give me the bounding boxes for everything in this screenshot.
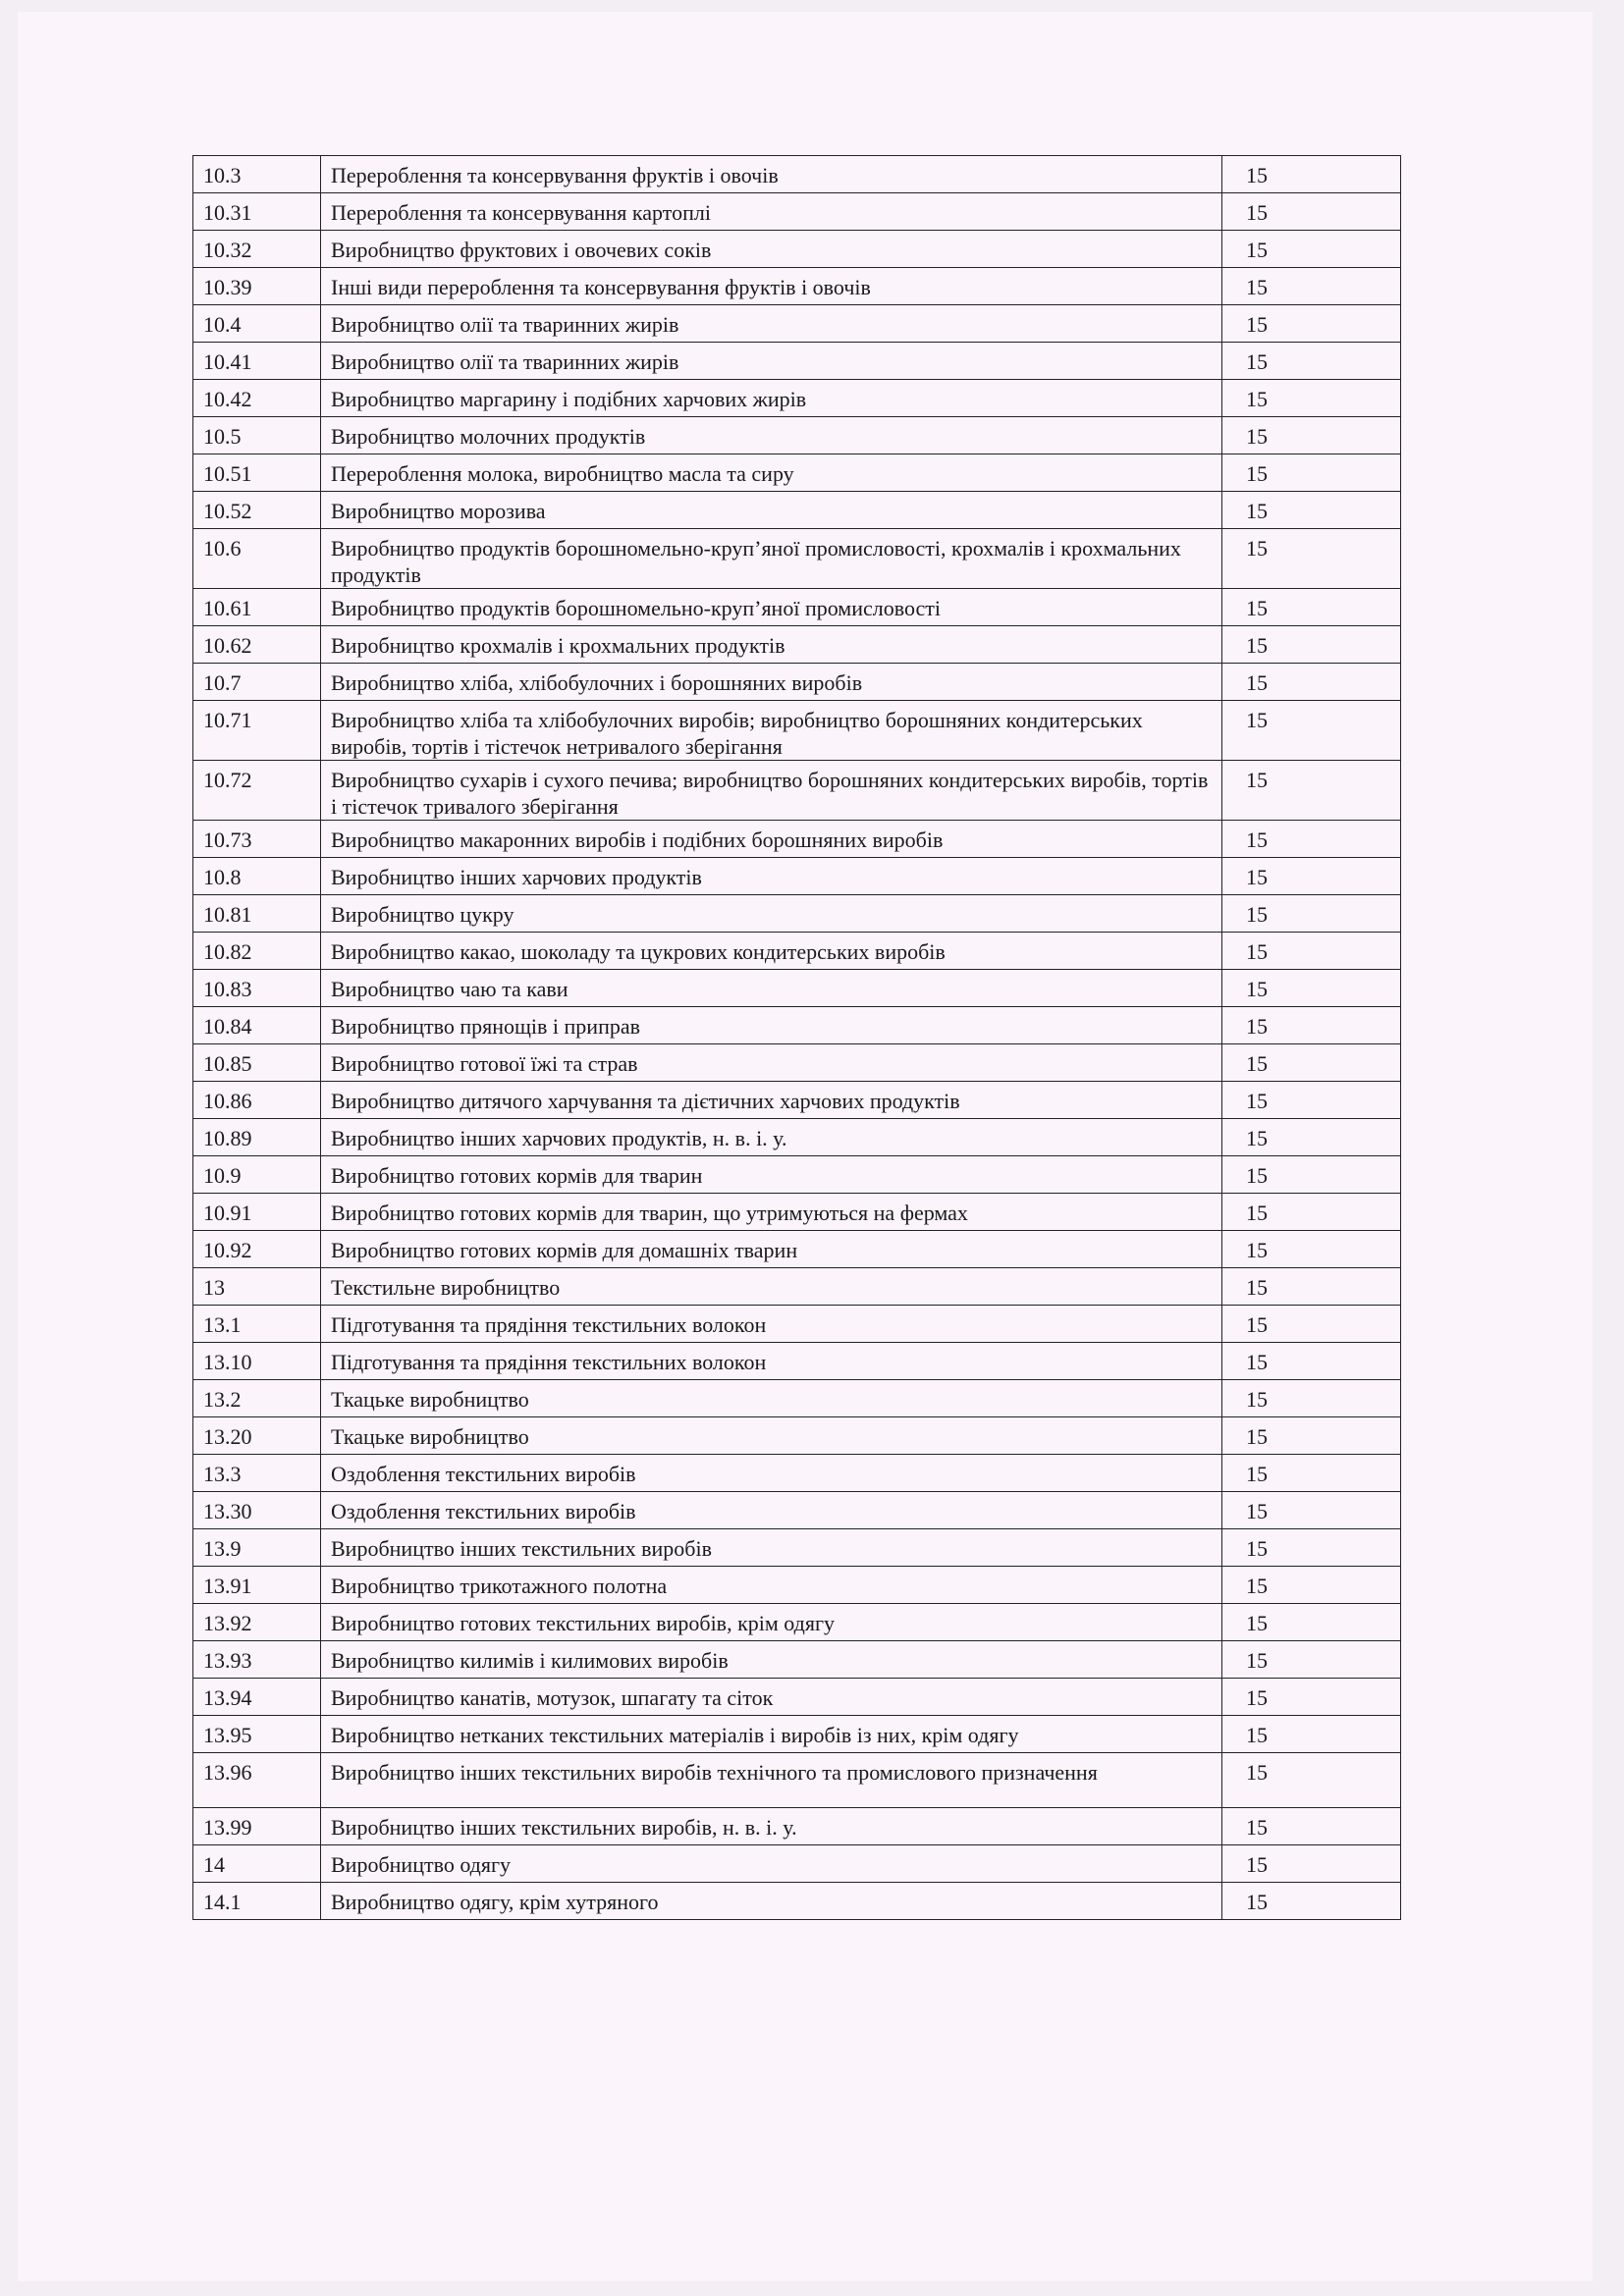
table-row xyxy=(193,1268,1401,1306)
code-cell: 10.91 xyxy=(193,1194,321,1231)
table-row xyxy=(193,821,1401,858)
code-cell: 14.1 xyxy=(193,1883,321,1920)
code-cell: 10.61 xyxy=(193,589,321,626)
table-row xyxy=(193,454,1401,492)
table-row xyxy=(193,492,1401,529)
value-cell: 15 xyxy=(1222,1753,1401,1808)
name-cell: Виробництво морозива xyxy=(321,492,1222,529)
value-cell: 15 xyxy=(1222,1343,1401,1380)
table-row xyxy=(193,1808,1401,1845)
name-cell: Виробництво інших харчових продуктів, н. в. і. у. xyxy=(321,1119,1222,1156)
table-body xyxy=(193,156,1401,1920)
value-cell: 15 xyxy=(1222,156,1401,193)
table-row xyxy=(193,1641,1401,1679)
value-cell: 15 xyxy=(1222,1455,1401,1492)
name-cell: Виробництво продуктів борошномельно-круп’яної промисловості xyxy=(321,589,1222,626)
table-row xyxy=(193,970,1401,1007)
code-cell: 10.32 xyxy=(193,231,321,268)
value-cell: 15 xyxy=(1222,821,1401,858)
value-cell: 15 xyxy=(1222,193,1401,231)
value-cell: 15 xyxy=(1222,1492,1401,1529)
table-row xyxy=(193,1194,1401,1231)
code-cell: 10.83 xyxy=(193,970,321,1007)
code-cell: 10.81 xyxy=(193,895,321,933)
code-cell: 13.3 xyxy=(193,1455,321,1492)
value-cell: 15 xyxy=(1222,1044,1401,1082)
code-cell: 10.52 xyxy=(193,492,321,529)
value-cell: 15 xyxy=(1222,1156,1401,1194)
table-row xyxy=(193,1417,1401,1455)
value-cell: 15 xyxy=(1222,1194,1401,1231)
table-row xyxy=(193,529,1401,589)
code-cell: 10.5 xyxy=(193,417,321,454)
code-cell: 13.20 xyxy=(193,1417,321,1455)
value-cell: 15 xyxy=(1222,895,1401,933)
table-row xyxy=(193,1567,1401,1604)
table-row xyxy=(193,156,1401,193)
code-cell: 10.6 xyxy=(193,529,321,589)
code-cell: 10.89 xyxy=(193,1119,321,1156)
code-cell: 13.93 xyxy=(193,1641,321,1679)
value-cell: 15 xyxy=(1222,589,1401,626)
name-cell: Виробництво готових кормів для домашніх тварин xyxy=(321,1231,1222,1268)
table-row xyxy=(193,1044,1401,1082)
value-cell: 15 xyxy=(1222,231,1401,268)
table-row xyxy=(193,858,1401,895)
code-cell: 10.31 xyxy=(193,193,321,231)
table-row xyxy=(193,1343,1401,1380)
table-row xyxy=(193,761,1401,821)
code-cell: 13.10 xyxy=(193,1343,321,1380)
code-cell: 10.9 xyxy=(193,1156,321,1194)
value-cell: 15 xyxy=(1222,1306,1401,1343)
name-cell: Виробництво хліба та хлібобулочних виробів; виробництво борошняних кондитерських виробів, тортів і тістечок нетривалого зберігання xyxy=(321,701,1222,761)
table-row xyxy=(193,1156,1401,1194)
value-cell: 15 xyxy=(1222,1007,1401,1044)
table-row xyxy=(193,1119,1401,1156)
value-cell: 15 xyxy=(1222,1567,1401,1604)
name-cell: Виробництво прянощів і приправ xyxy=(321,1007,1222,1044)
value-cell: 15 xyxy=(1222,1082,1401,1119)
value-cell: 15 xyxy=(1222,761,1401,821)
code-cell: 10.41 xyxy=(193,343,321,380)
table-row xyxy=(193,701,1401,761)
code-cell: 10.8 xyxy=(193,858,321,895)
name-cell: Виробництво інших харчових продуктів xyxy=(321,858,1222,895)
name-cell: Виробництво маргарину і подібних харчових жирів xyxy=(321,380,1222,417)
table-row xyxy=(193,1306,1401,1343)
value-cell: 15 xyxy=(1222,701,1401,761)
table-row xyxy=(193,1716,1401,1753)
value-cell: 15 xyxy=(1222,1529,1401,1567)
name-cell: Виробництво інших текстильних виробів технічного та промислового призначення xyxy=(321,1753,1222,1808)
name-cell: Виробництво какао, шоколаду та цукрових кондитерських виробів xyxy=(321,933,1222,970)
name-cell: Виробництво інших текстильних виробів, н. в. і. у. xyxy=(321,1808,1222,1845)
value-cell: 15 xyxy=(1222,664,1401,701)
code-cell: 10.86 xyxy=(193,1082,321,1119)
table-row xyxy=(193,1845,1401,1883)
code-cell: 10.85 xyxy=(193,1044,321,1082)
code-cell: 10.3 xyxy=(193,156,321,193)
name-cell: Перероблення молока, виробництво масла та сиру xyxy=(321,454,1222,492)
code-cell: 10.51 xyxy=(193,454,321,492)
table-row xyxy=(193,1007,1401,1044)
code-cell: 10.71 xyxy=(193,701,321,761)
table-row xyxy=(193,1380,1401,1417)
name-cell: Виробництво дитячого харчування та дієтичних харчових продуктів xyxy=(321,1082,1222,1119)
code-cell: 10.84 xyxy=(193,1007,321,1044)
code-cell: 13 xyxy=(193,1268,321,1306)
name-cell: Підготування та прядіння текстильних волокон xyxy=(321,1343,1222,1380)
name-cell: Виробництво килимів і килимових виробів xyxy=(321,1641,1222,1679)
name-cell: Виробництво продуктів борошномельно-круп’яної промисловості, крохмалів і крохмальних продуктів xyxy=(321,529,1222,589)
value-cell: 15 xyxy=(1222,268,1401,305)
name-cell: Оздоблення текстильних виробів xyxy=(321,1455,1222,1492)
code-cell: 13.91 xyxy=(193,1567,321,1604)
table-row xyxy=(193,895,1401,933)
value-cell: 15 xyxy=(1222,1679,1401,1716)
table-row xyxy=(193,664,1401,701)
table-row xyxy=(193,1455,1401,1492)
table-row xyxy=(193,933,1401,970)
table-row xyxy=(193,1529,1401,1567)
code-cell: 13.99 xyxy=(193,1808,321,1845)
table-row xyxy=(193,305,1401,343)
code-cell: 10.39 xyxy=(193,268,321,305)
value-cell: 15 xyxy=(1222,1808,1401,1845)
table-row xyxy=(193,1753,1401,1808)
value-cell: 15 xyxy=(1222,1883,1401,1920)
value-cell: 15 xyxy=(1222,1417,1401,1455)
name-cell: Виробництво макаронних виробів і подібних борошняних виробів xyxy=(321,821,1222,858)
activity-codes-table xyxy=(192,155,1401,1920)
value-cell: 15 xyxy=(1222,417,1401,454)
code-cell: 10.62 xyxy=(193,626,321,664)
name-cell: Виробництво готових кормів для тварин, що утримуються на фермах xyxy=(321,1194,1222,1231)
name-cell: Інші види перероблення та консервування фруктів і овочів xyxy=(321,268,1222,305)
name-cell: Виробництво трикотажного полотна xyxy=(321,1567,1222,1604)
table-row xyxy=(193,1082,1401,1119)
name-cell: Ткацьке виробництво xyxy=(321,1417,1222,1455)
code-cell: 10.7 xyxy=(193,664,321,701)
name-cell: Виробництво цукру xyxy=(321,895,1222,933)
value-cell: 15 xyxy=(1222,343,1401,380)
name-cell: Виробництво канатів, мотузок, шпагату та сіток xyxy=(321,1679,1222,1716)
code-cell: 13.2 xyxy=(193,1380,321,1417)
value-cell: 15 xyxy=(1222,380,1401,417)
value-cell: 15 xyxy=(1222,1380,1401,1417)
table-row xyxy=(193,626,1401,664)
table-row xyxy=(193,231,1401,268)
code-cell: 10.42 xyxy=(193,380,321,417)
name-cell: Виробництво готової їжі та страв xyxy=(321,1044,1222,1082)
name-cell: Виробництво готових текстильних виробів, крім одягу xyxy=(321,1604,1222,1641)
name-cell: Виробництво одягу, крім хутряного xyxy=(321,1883,1222,1920)
name-cell: Ткацьке виробництво xyxy=(321,1380,1222,1417)
table-row xyxy=(193,1492,1401,1529)
value-cell: 15 xyxy=(1222,1845,1401,1883)
name-cell: Виробництво сухарів і сухого печива; виробництво борошняних кондитерських виробів, тортів і тістечок тривалого зберігання xyxy=(321,761,1222,821)
table-row xyxy=(193,1883,1401,1920)
name-cell: Виробництво крохмалів і крохмальних продуктів xyxy=(321,626,1222,664)
table-row xyxy=(193,1679,1401,1716)
name-cell: Оздоблення текстильних виробів xyxy=(321,1492,1222,1529)
code-cell: 13.30 xyxy=(193,1492,321,1529)
name-cell: Виробництво фруктових і овочевих соків xyxy=(321,231,1222,268)
table-row xyxy=(193,268,1401,305)
table-row xyxy=(193,380,1401,417)
value-cell: 15 xyxy=(1222,529,1401,589)
name-cell: Виробництво готових кормів для тварин xyxy=(321,1156,1222,1194)
value-cell: 15 xyxy=(1222,1604,1401,1641)
table-row xyxy=(193,1231,1401,1268)
value-cell: 15 xyxy=(1222,454,1401,492)
name-cell: Виробництво молочних продуктів xyxy=(321,417,1222,454)
name-cell: Виробництво одягу xyxy=(321,1845,1222,1883)
name-cell: Виробництво нетканих текстильних матеріалів і виробів із них, крім одягу xyxy=(321,1716,1222,1753)
value-cell: 15 xyxy=(1222,1641,1401,1679)
code-cell: 10.82 xyxy=(193,933,321,970)
name-cell: Підготування та прядіння текстильних волокон xyxy=(321,1306,1222,1343)
table-row xyxy=(193,343,1401,380)
value-cell: 15 xyxy=(1222,1716,1401,1753)
name-cell: Виробництво інших текстильних виробів xyxy=(321,1529,1222,1567)
activity-codes-table-wrapper xyxy=(192,155,1401,1920)
name-cell: Виробництво олії та тваринних жирів xyxy=(321,305,1222,343)
value-cell: 15 xyxy=(1222,492,1401,529)
code-cell: 13.1 xyxy=(193,1306,321,1343)
code-cell: 13.92 xyxy=(193,1604,321,1641)
code-cell: 13.9 xyxy=(193,1529,321,1567)
name-cell: Перероблення та консервування фруктів і овочів xyxy=(321,156,1222,193)
code-cell: 13.95 xyxy=(193,1716,321,1753)
value-cell: 15 xyxy=(1222,1119,1401,1156)
value-cell: 15 xyxy=(1222,305,1401,343)
code-cell: 10.92 xyxy=(193,1231,321,1268)
code-cell: 10.4 xyxy=(193,305,321,343)
table-row xyxy=(193,1604,1401,1641)
value-cell: 15 xyxy=(1222,970,1401,1007)
name-cell: Виробництво хліба, хлібобулочних і борошняних виробів xyxy=(321,664,1222,701)
code-cell: 13.94 xyxy=(193,1679,321,1716)
value-cell: 15 xyxy=(1222,626,1401,664)
name-cell: Виробництво чаю та кави xyxy=(321,970,1222,1007)
value-cell: 15 xyxy=(1222,1231,1401,1268)
table-row xyxy=(193,589,1401,626)
value-cell: 15 xyxy=(1222,1268,1401,1306)
name-cell: Текстильне виробництво xyxy=(321,1268,1222,1306)
name-cell: Виробництво олії та тваринних жирів xyxy=(321,343,1222,380)
value-cell: 15 xyxy=(1222,933,1401,970)
value-cell: 15 xyxy=(1222,858,1401,895)
table-row xyxy=(193,417,1401,454)
code-cell: 10.72 xyxy=(193,761,321,821)
code-cell: 10.73 xyxy=(193,821,321,858)
name-cell: Перероблення та консервування картоплі xyxy=(321,193,1222,231)
table-row xyxy=(193,193,1401,231)
code-cell: 14 xyxy=(193,1845,321,1883)
code-cell: 13.96 xyxy=(193,1753,321,1808)
